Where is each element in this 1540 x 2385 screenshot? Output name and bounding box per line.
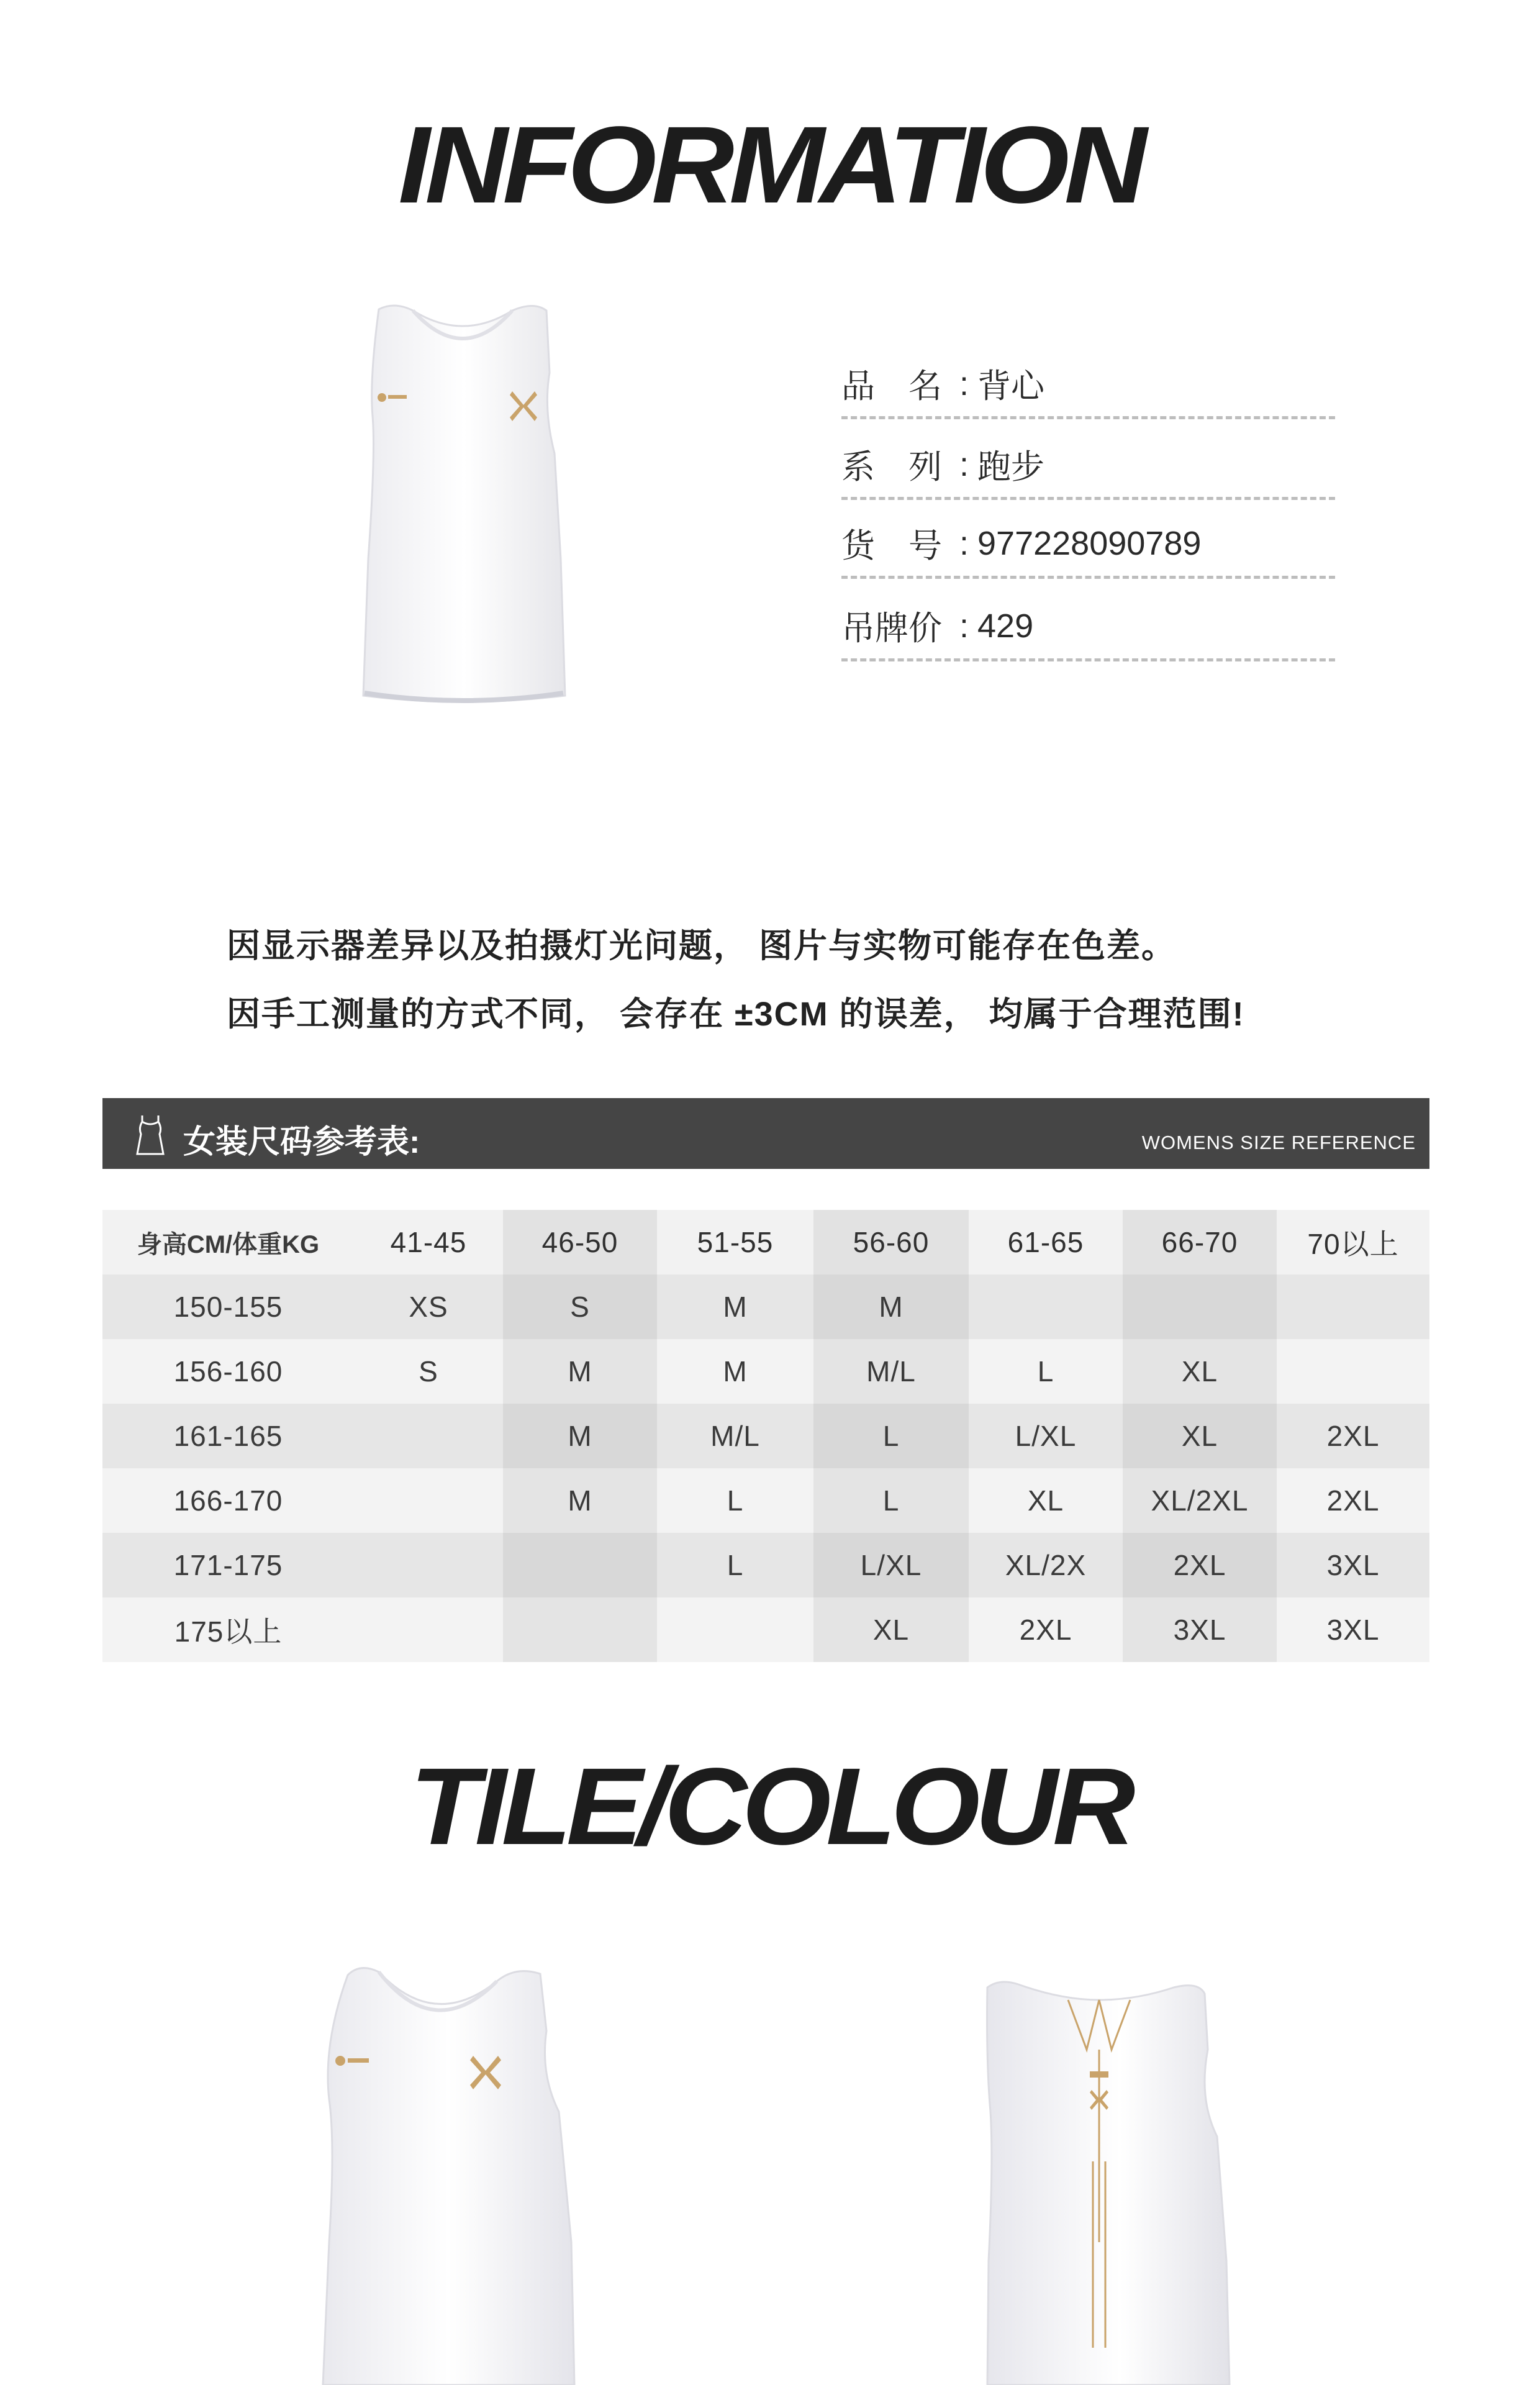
column-header: 41-45 <box>354 1210 503 1274</box>
size-cell: XL <box>813 1597 969 1662</box>
size-cell: M <box>503 1404 657 1468</box>
column-header: 66-70 <box>1123 1210 1277 1274</box>
size-cell: XS <box>354 1274 503 1339</box>
size-cell: 3XL <box>1123 1597 1277 1662</box>
size-cell: L <box>657 1533 813 1597</box>
size-cell: XL/2X <box>969 1533 1123 1597</box>
product-image-front-large <box>310 1956 584 2385</box>
size-cell: M/L <box>813 1339 969 1404</box>
size-cell: XL <box>1123 1339 1277 1404</box>
product-image-back-large <box>975 1975 1236 2385</box>
size-cell: L <box>813 1468 969 1533</box>
size-table-header-bar <box>102 1098 1429 1169</box>
size-cell: 2XL <box>1123 1533 1277 1597</box>
row-height-label: 166-170 <box>102 1468 354 1533</box>
column-header: 46-50 <box>503 1210 657 1274</box>
row-height-label: 150-155 <box>102 1274 354 1339</box>
size-cell: L <box>657 1468 813 1533</box>
size-cell: 3XL <box>1277 1597 1429 1662</box>
size-cell <box>1277 1339 1429 1404</box>
size-cell: S <box>503 1274 657 1339</box>
info-label: 品 名 <box>841 368 942 405</box>
info-label: 系 列 <box>841 448 942 486</box>
row-height-label: 161-165 <box>102 1404 354 1468</box>
table-corner-label: 身高CM/体重KG <box>102 1210 354 1274</box>
size-cell <box>1277 1274 1429 1339</box>
size-cell: M <box>813 1274 969 1339</box>
size-cell: M <box>503 1339 657 1404</box>
row-height-label: 156-160 <box>102 1339 354 1404</box>
column-header: 61-65 <box>969 1210 1123 1274</box>
row-height-label: 171-175 <box>102 1533 354 1597</box>
size-cell: M/L <box>657 1404 813 1468</box>
notice-measurement-error: 因手工测量的方式不同， 会存在 ±3CM 的误差， 均属于合理范围! <box>227 996 1245 1033</box>
info-row-price: 吊牌价 : 429 <box>841 593 1335 661</box>
size-table <box>102 1210 1429 1662</box>
tile-colour-heading: TILE/COLOUR <box>409 1746 1131 1868</box>
size-cell <box>1123 1274 1277 1339</box>
information-heading: INFORMATION <box>398 104 1142 226</box>
size-cell <box>354 1533 503 1597</box>
info-value: 背心 <box>977 368 1045 405</box>
info-row-name: 品 名 : 背心 <box>841 351 1335 419</box>
size-cell <box>503 1597 657 1662</box>
product-image-front <box>357 298 568 720</box>
size-cell: L <box>813 1404 969 1468</box>
column-header: 56-60 <box>813 1210 969 1274</box>
size-cell: 2XL <box>1277 1404 1429 1468</box>
size-cell <box>354 1404 503 1468</box>
info-label: 吊牌价 <box>841 610 942 647</box>
size-cell <box>354 1468 503 1533</box>
size-table-title: 女装尺码参考表: <box>183 1124 420 1160</box>
row-height-label: 175以上 <box>102 1597 354 1662</box>
size-cell: M <box>503 1468 657 1533</box>
size-cell: XL/2XL <box>1123 1468 1277 1533</box>
info-row-sku: 货 号 : 977228090789 <box>841 511 1335 579</box>
info-label: 货 号 <box>841 527 942 565</box>
size-cell <box>657 1597 813 1662</box>
size-cell: XL <box>969 1468 1123 1533</box>
dress-icon <box>135 1113 166 1156</box>
size-cell <box>503 1533 657 1597</box>
size-cell <box>969 1274 1123 1339</box>
size-cell: M <box>657 1339 813 1404</box>
column-header: 70以上 <box>1277 1210 1429 1274</box>
notice-color-difference: 因显示器差异以及拍摄灯光问题， 图片与实物可能存在色差。 <box>227 927 1177 965</box>
size-cell: XL <box>1123 1404 1277 1468</box>
size-cell: L/XL <box>813 1533 969 1597</box>
size-cell: 2XL <box>969 1597 1123 1662</box>
size-cell: S <box>354 1339 503 1404</box>
info-value: 跑步 <box>977 448 1045 486</box>
info-row-series: 系 列 : 跑步 <box>841 432 1335 500</box>
info-value: 429 <box>977 607 1034 645</box>
size-cell: 3XL <box>1277 1533 1429 1597</box>
info-value: 977228090789 <box>977 524 1202 562</box>
size-cell: 2XL <box>1277 1468 1429 1533</box>
size-table-subtitle: WOMENS SIZE REFERENCE <box>1141 1132 1416 1153</box>
column-header: 51-55 <box>657 1210 813 1274</box>
size-cell: M <box>657 1274 813 1339</box>
size-cell: L/XL <box>969 1404 1123 1468</box>
size-cell <box>354 1597 503 1662</box>
size-cell: L <box>969 1339 1123 1404</box>
